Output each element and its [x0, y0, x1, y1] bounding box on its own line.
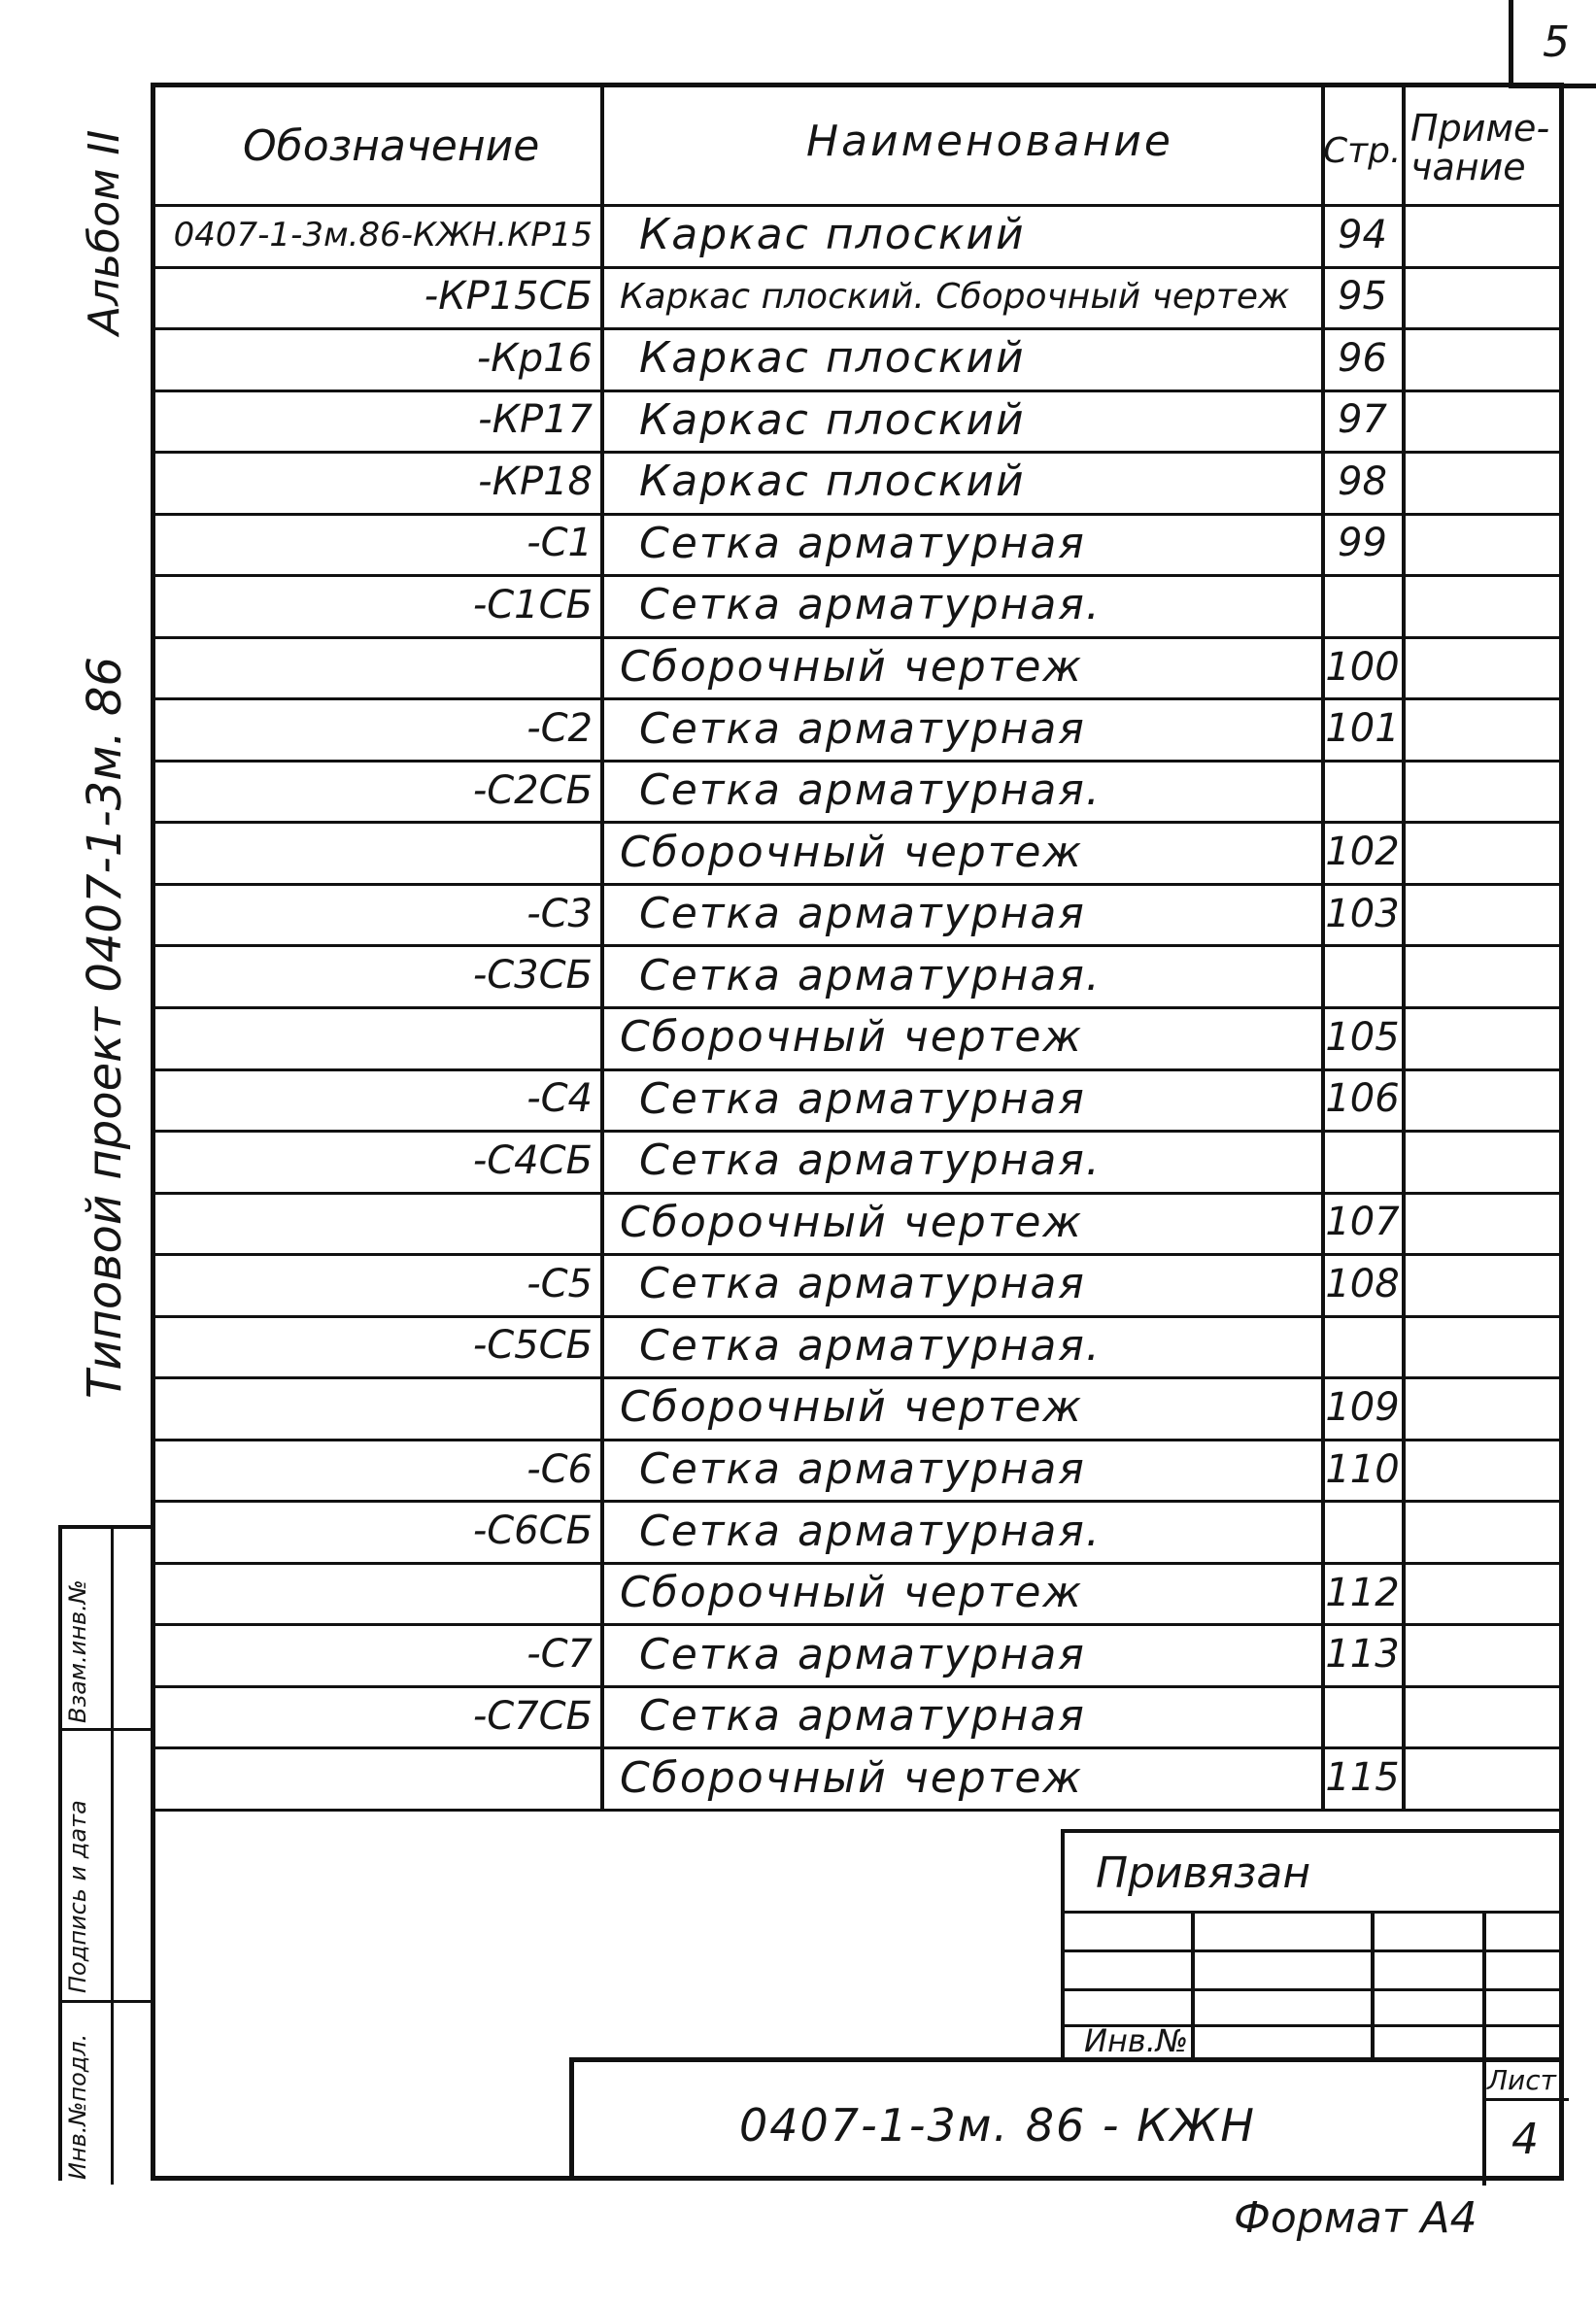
row-page: 103: [1325, 891, 1400, 936]
row-name: Сетка арматурная.: [639, 1136, 1102, 1186]
row-code: -С5СБ: [472, 1323, 593, 1369]
row-name: Сетка арматурная.: [639, 1506, 1102, 1556]
row-page: 102: [1325, 830, 1400, 875]
row-name: Сборочный чертеж: [620, 1382, 1084, 1433]
row-page: 108: [1325, 1261, 1400, 1306]
row-code: 0407-1-3м.86-КЖН.КР15: [173, 215, 593, 254]
row-page: 115: [1325, 1755, 1400, 1801]
row-name: Сборочный чертеж: [620, 642, 1084, 693]
row-code: -КР18: [478, 458, 593, 504]
row-code: [155, 1006, 593, 1068]
row-code: [155, 1376, 593, 1439]
row-code: -КР17: [478, 397, 593, 443]
row-page: 112: [1325, 1570, 1400, 1615]
row-name: Сетка арматурная.: [639, 765, 1102, 816]
row-page: 109: [1325, 1384, 1400, 1430]
list-value: 4: [1511, 2115, 1539, 2164]
header-note-line2: чание: [1410, 146, 1526, 188]
row-code: -С1СБ: [472, 582, 593, 627]
row-page: 105: [1325, 1014, 1400, 1060]
row-code: [155, 821, 593, 883]
row-name: Каркас плоский: [639, 210, 1026, 260]
row-page: [1325, 760, 1400, 822]
row-code: -С7: [526, 1632, 593, 1678]
inv-no-label: Инв.№: [1084, 2022, 1189, 2059]
row-name: Сетка арматурная.: [639, 1320, 1102, 1371]
row-page: [1325, 574, 1400, 636]
row-code: -Кр16: [476, 335, 593, 381]
header-page: Стр.: [1323, 130, 1402, 171]
row-line: [155, 1809, 1559, 1812]
album-label: Альбом II: [80, 129, 129, 335]
row-name: Каркас плоский: [639, 333, 1026, 384]
row-page: 94: [1338, 212, 1387, 257]
row-name: Каркас плоский. Сборочный чертеж: [620, 276, 1290, 317]
document-designation: 0407-1-3м. 86 - КЖН: [739, 2099, 1256, 2152]
row-page: 95: [1338, 274, 1387, 320]
row-page: 113: [1325, 1632, 1400, 1678]
row-page: 100: [1325, 644, 1400, 690]
row-name: Сборочный чертеж: [620, 1012, 1084, 1063]
title-block-main: [569, 2057, 1564, 2181]
row-page: [1325, 1685, 1400, 1747]
row-code: [155, 1562, 593, 1624]
row-code: -С3: [526, 891, 593, 936]
row-page: 96: [1338, 335, 1387, 381]
row-name: Сборочный чертеж: [620, 827, 1084, 877]
header-name: Наименование: [806, 116, 1173, 166]
row-name: Сетка арматурная: [639, 1073, 1086, 1124]
row-name: Сетка арматурная: [639, 518, 1086, 568]
row-name: Сетка арматурная: [639, 703, 1086, 754]
row-name: Каркас плоский: [639, 457, 1026, 507]
row-name: Сетка арматурная: [639, 889, 1086, 939]
row-name: Сетка арматурная: [639, 1259, 1086, 1309]
row-page: 97: [1338, 397, 1387, 443]
row-page: [1325, 1315, 1400, 1377]
row-page: [1325, 944, 1400, 1006]
row-page: 98: [1338, 458, 1387, 504]
row-code: -С5: [526, 1261, 593, 1306]
row-code: -С2СБ: [472, 767, 593, 813]
row-code: [155, 1192, 593, 1254]
header-note-line1: Приме-: [1410, 107, 1550, 150]
side-stamp-vzam: Взам.инв.№: [64, 1579, 91, 1723]
row-code: -С6СБ: [472, 1508, 593, 1554]
row-page: [1325, 1130, 1400, 1192]
row-name: Сборочный чертеж: [620, 1752, 1084, 1803]
row-code: -С2: [526, 706, 593, 752]
row-name: Сборочный чертеж: [620, 1197, 1084, 1247]
row-code: -С3СБ: [472, 953, 593, 999]
row-name: Сетка арматурная: [639, 1691, 1086, 1742]
row-code: -С4СБ: [472, 1137, 593, 1183]
row-name: Сетка арматурная.: [639, 950, 1102, 1000]
format-label: Формат А4: [1234, 2192, 1477, 2243]
privyazan-label: Привязан: [1096, 1847, 1311, 1898]
project-label: Типовой проект 0407-1-3м. 86: [78, 656, 132, 1399]
side-stamp-inv: Инв.№подл.: [64, 2033, 91, 2180]
row-name: Сетка арматурная: [639, 1629, 1086, 1679]
row-page: 107: [1325, 1200, 1400, 1245]
row-code: -КР15СБ: [424, 274, 593, 320]
row-name: Сборочный чертеж: [620, 1568, 1084, 1618]
row-page: [1325, 1500, 1400, 1562]
side-stamp-podpis: Подпись и дата: [64, 1800, 91, 1993]
row-code: -С1: [526, 521, 593, 566]
side-stamp: [58, 1525, 151, 2181]
row-code: [155, 1746, 593, 1809]
row-page: 106: [1325, 1076, 1400, 1122]
row-code: -С7СБ: [472, 1693, 593, 1739]
row-code: [155, 636, 593, 698]
title-block-privyazan: [1061, 1829, 1559, 2057]
row-name: Каркас плоский: [639, 394, 1026, 445]
row-code: -С6: [526, 1446, 593, 1492]
list-label: Лист: [1487, 2063, 1556, 2096]
row-code: -С4: [526, 1076, 593, 1122]
row-page: 101: [1325, 706, 1400, 752]
header-code: Обозначение: [243, 120, 540, 171]
row-page: 99: [1338, 521, 1387, 566]
row-name: Сетка арматурная.: [639, 580, 1102, 630]
sheet-number: 5: [1509, 0, 1596, 88]
row-name: Сетка арматурная: [639, 1444, 1086, 1495]
row-page: 110: [1325, 1446, 1400, 1492]
